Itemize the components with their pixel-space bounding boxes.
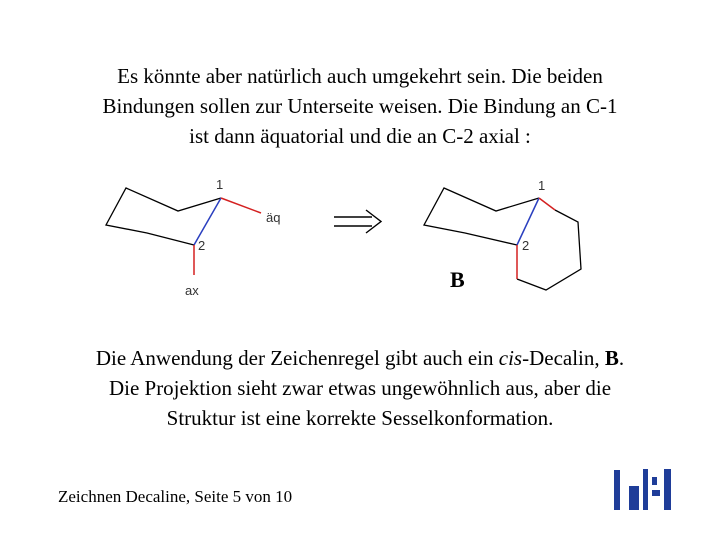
conclusion-line-2: Die Projektion sieht zwar etwas ungewöhnlich aus, aber die [108,376,612,400]
right-c1-substituent-bond [539,198,555,210]
transform-arrow-icon [334,210,381,233]
chair-conformation-diagram [0,165,720,305]
right-decalin-chair [424,188,581,290]
conclusion-line-1-post: . [618,346,625,370]
intro-paragraph [40,61,680,151]
intro-line-1: Es könnte aber natürlich auch umgekehrt sein. Die beiden [117,64,603,88]
right-label-c1: 1 [538,178,546,193]
intro-line-2: Bindungen sollen zur Unterseite weisen. Die Bindung an C-1 [102,94,618,118]
left-ring-bonds [106,188,221,245]
left-cyclohexane-chair [106,188,221,245]
left-equatorial-bond [221,198,261,213]
conclusion-line-1-mid: -Decalin, [522,346,605,370]
compound-label-b: B [450,267,465,292]
footer-page-info: Zeichnen Decaline, Seite 5 von 10 [58,487,293,506]
conclusion-compound-b: B [604,346,619,370]
left-label-c1: 1 [216,177,224,192]
institution-logo-icon [612,466,684,514]
left-label-eq: äq [266,210,281,225]
left-label-ax: ax [185,283,199,298]
conclusion-cis-term: cis [498,346,523,370]
intro-line-3: ist dann äquatorial und die an C-2 axial : [189,124,531,148]
conclusion-paragraph [40,343,680,433]
conclusion-line-1-pre: Die Anwendung der Zeichenregel gibt auch ein [95,346,499,370]
conclusion-line-3: Struktur ist eine korrekte Sesselkonformation. [166,406,554,430]
right-label-c2: 2 [522,238,530,253]
left-label-c2: 2 [198,238,206,253]
conclusion-line-1 [40,343,680,373]
